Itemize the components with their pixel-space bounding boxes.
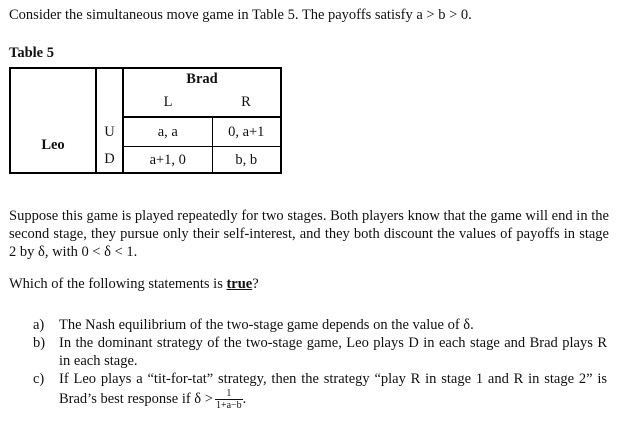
- question-after: ?: [252, 276, 259, 292]
- option-a[interactable]: [33, 316, 607, 334]
- payoff-table: [9, 67, 282, 174]
- payoff-cell-u-r: 0, a+1: [212, 117, 281, 146]
- option-a-label: a): [33, 317, 45, 333]
- answer-options: [33, 316, 607, 411]
- option-c-text: If Leo plays a “tit-for-tat” strategy, then the strategy “play R in stage 1 and R in stage 2” is Brad’s best response if δ >: [59, 371, 607, 407]
- option-c-body: [59, 370, 607, 411]
- payoff-cell-u-l: a, a: [123, 117, 212, 146]
- option-c-label: c): [33, 371, 45, 387]
- row-label-u: U: [96, 117, 123, 146]
- col-label-l: L: [123, 88, 212, 116]
- option-b[interactable]: [33, 334, 607, 370]
- question-text: [9, 275, 259, 293]
- row-label-d: D: [96, 147, 123, 173]
- option-a-text: The Nash equilibrium of the two-stage game depends on the value of δ.: [59, 317, 474, 333]
- row-player-label: Leo: [10, 117, 96, 173]
- option-c-tail: .: [242, 390, 247, 407]
- question-emphasis: true: [226, 276, 253, 292]
- option-c[interactable]: [33, 370, 607, 411]
- payoff-cell-d-r: b, b: [212, 147, 281, 173]
- fraction-denominator: 1+a−b: [215, 400, 242, 411]
- fraction-numerator: 1: [215, 388, 243, 400]
- payoff-cell-d-l: a+1, 0: [123, 147, 212, 173]
- col-player-label: Brad: [186, 70, 218, 87]
- intro-text: Consider the simultaneous move game in Table 5. The payoffs satisfy a > b > 0.: [9, 7, 472, 23]
- question-before: Which of the following statements is: [9, 276, 227, 292]
- table-caption: Table 5: [9, 45, 54, 61]
- col-label-r: R: [212, 88, 281, 116]
- scenario-paragraph: Suppose this game is played repeatedly for two stages. Both players know that the game will end in the second stage, they pursue only their self-interest, and they both discount the values of payoffs in stage 2 by δ, with 0 < δ < 1.: [9, 208, 609, 260]
- delta-threshold-fraction: [215, 388, 243, 411]
- option-b-label: b): [33, 335, 46, 351]
- option-b-text: In the dominant strategy of the two-stage game, Leo plays D in each stage and Brad plays R in each stage.: [59, 335, 607, 369]
